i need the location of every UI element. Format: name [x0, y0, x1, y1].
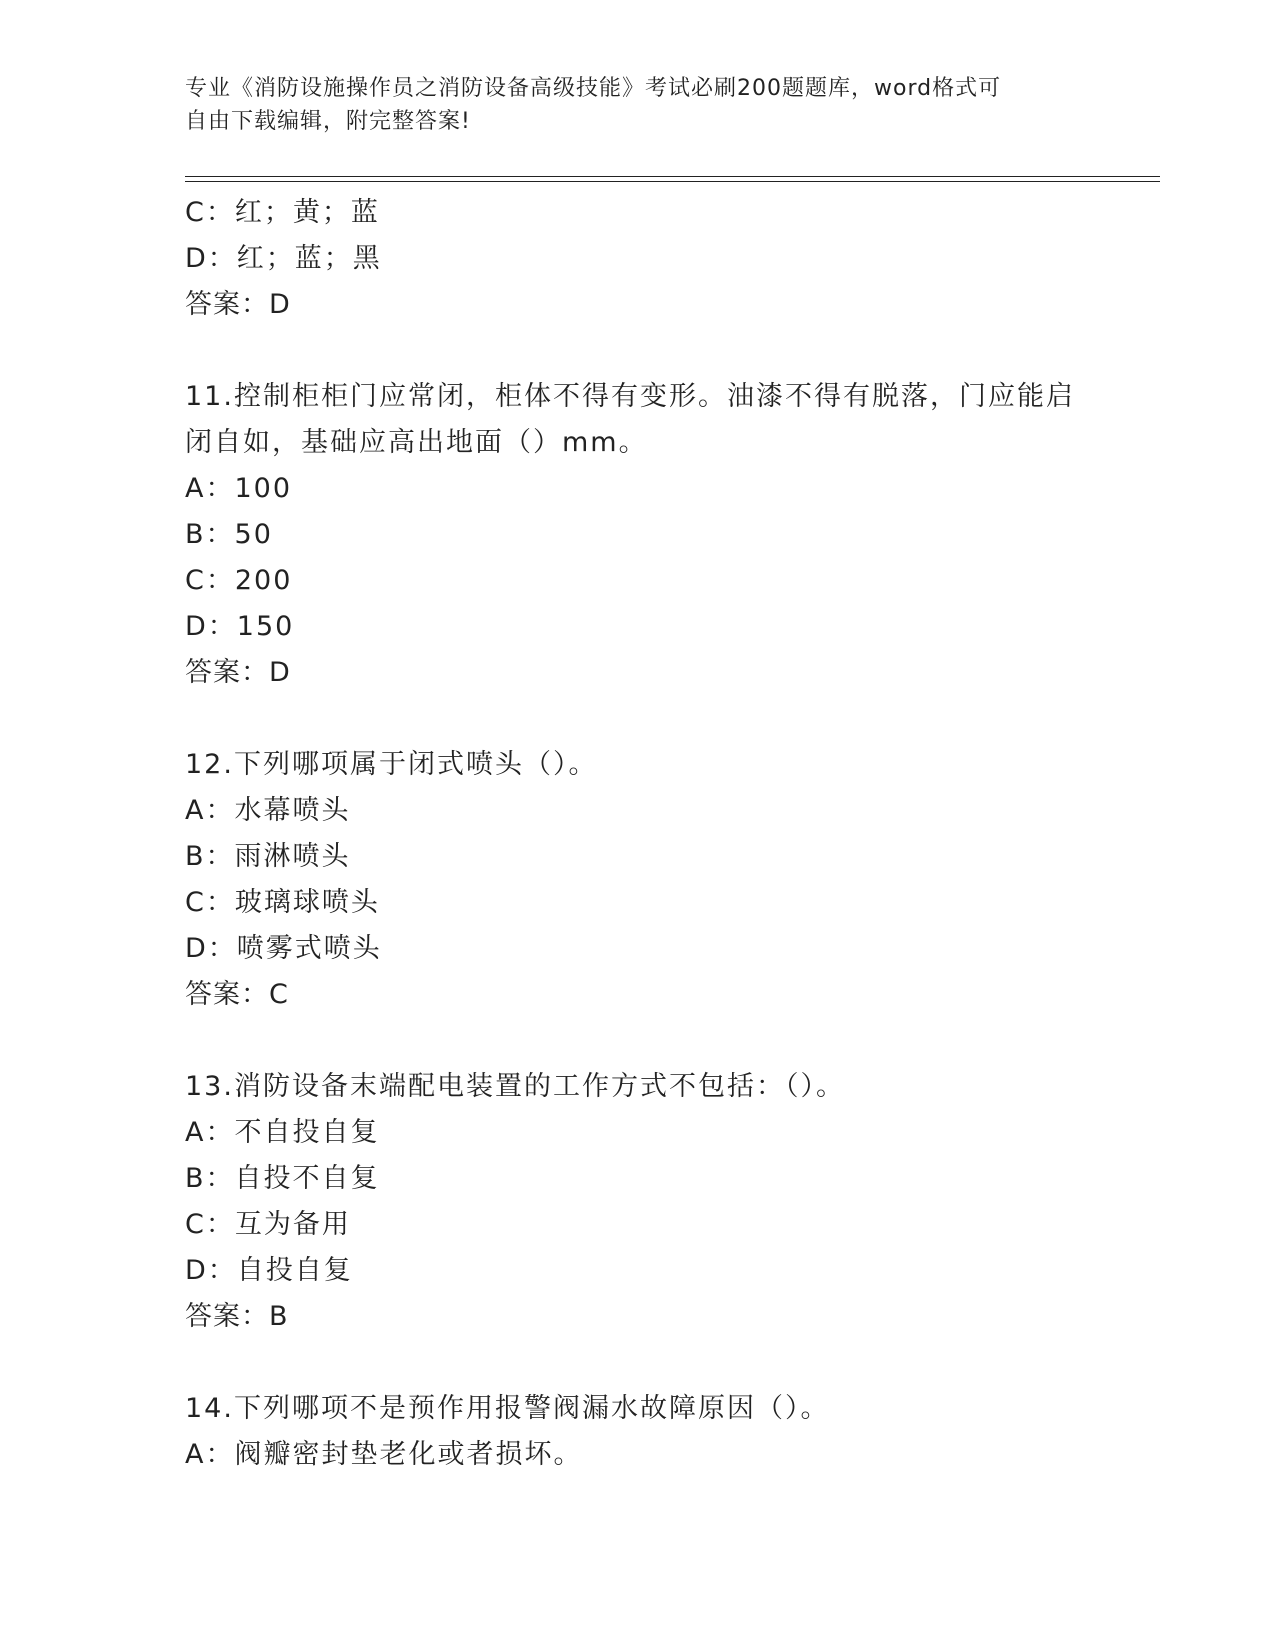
spacer [185, 1018, 1145, 1064]
header-rule-top [185, 176, 1160, 177]
question-13 [185, 1064, 1145, 1340]
question-stem-line-2: 闭自如，基础应高出地面（）mm。 [185, 427, 648, 458]
question-11 [185, 374, 1145, 696]
question-stem-line-1: 14.下列哪项不是预作用报警阀漏水故障原因（）。 [185, 1393, 830, 1424]
option-d: D：喷雾式喷头 [185, 933, 382, 964]
question-stem-line-1: 12.下列哪项属于闭式喷头（）。 [185, 749, 598, 780]
question-12 [185, 742, 1145, 1018]
spacer [185, 1340, 1145, 1386]
question-stem-line-1: 13.消防设备末端配电装置的工作方式不包括：（）。 [185, 1071, 845, 1102]
spacer [185, 328, 1145, 374]
option-a: A：不自投自复 [185, 1117, 380, 1148]
spacer [185, 696, 1145, 742]
option-a: A：水幕喷头 [185, 795, 351, 826]
question-10-continuation [185, 190, 1145, 328]
answer-line: 答案：D [185, 657, 291, 688]
document-body [185, 190, 1145, 1478]
option-d: D：红；蓝；黑 [185, 243, 382, 274]
question-14 [185, 1386, 1145, 1478]
option-b: B：自投不自复 [185, 1163, 380, 1194]
header-line-1: 专业《消防设施操作员之消防设备高级技能》考试必刷200题题库，word格式可 [185, 76, 1002, 101]
option-a: A：阀瓣密封垫老化或者损坏。 [185, 1439, 583, 1470]
option-a: A：100 [185, 473, 293, 504]
answer-line: 答案：D [185, 289, 291, 320]
option-b: B：50 [185, 519, 273, 550]
option-c: C：红；黄；蓝 [185, 197, 380, 228]
option-c: C：玻璃球喷头 [185, 887, 380, 918]
header-line-2: 自由下载编辑，附完整答案! [185, 109, 471, 134]
option-b: B：雨淋喷头 [185, 841, 351, 872]
header-rule-bottom [185, 181, 1160, 182]
question-stem-line-1: 11.控制柜柜门应常闭，柜体不得有变形。油漆不得有脱落，门应能启 [185, 381, 1075, 412]
answer-line: 答案：B [185, 1301, 289, 1332]
option-d: D：150 [185, 611, 295, 642]
option-d: D：自投自复 [185, 1255, 353, 1286]
option-c: C：200 [185, 565, 293, 596]
option-c: C：互为备用 [185, 1209, 351, 1240]
document-header [185, 72, 1085, 138]
answer-line: 答案：C [185, 979, 289, 1010]
